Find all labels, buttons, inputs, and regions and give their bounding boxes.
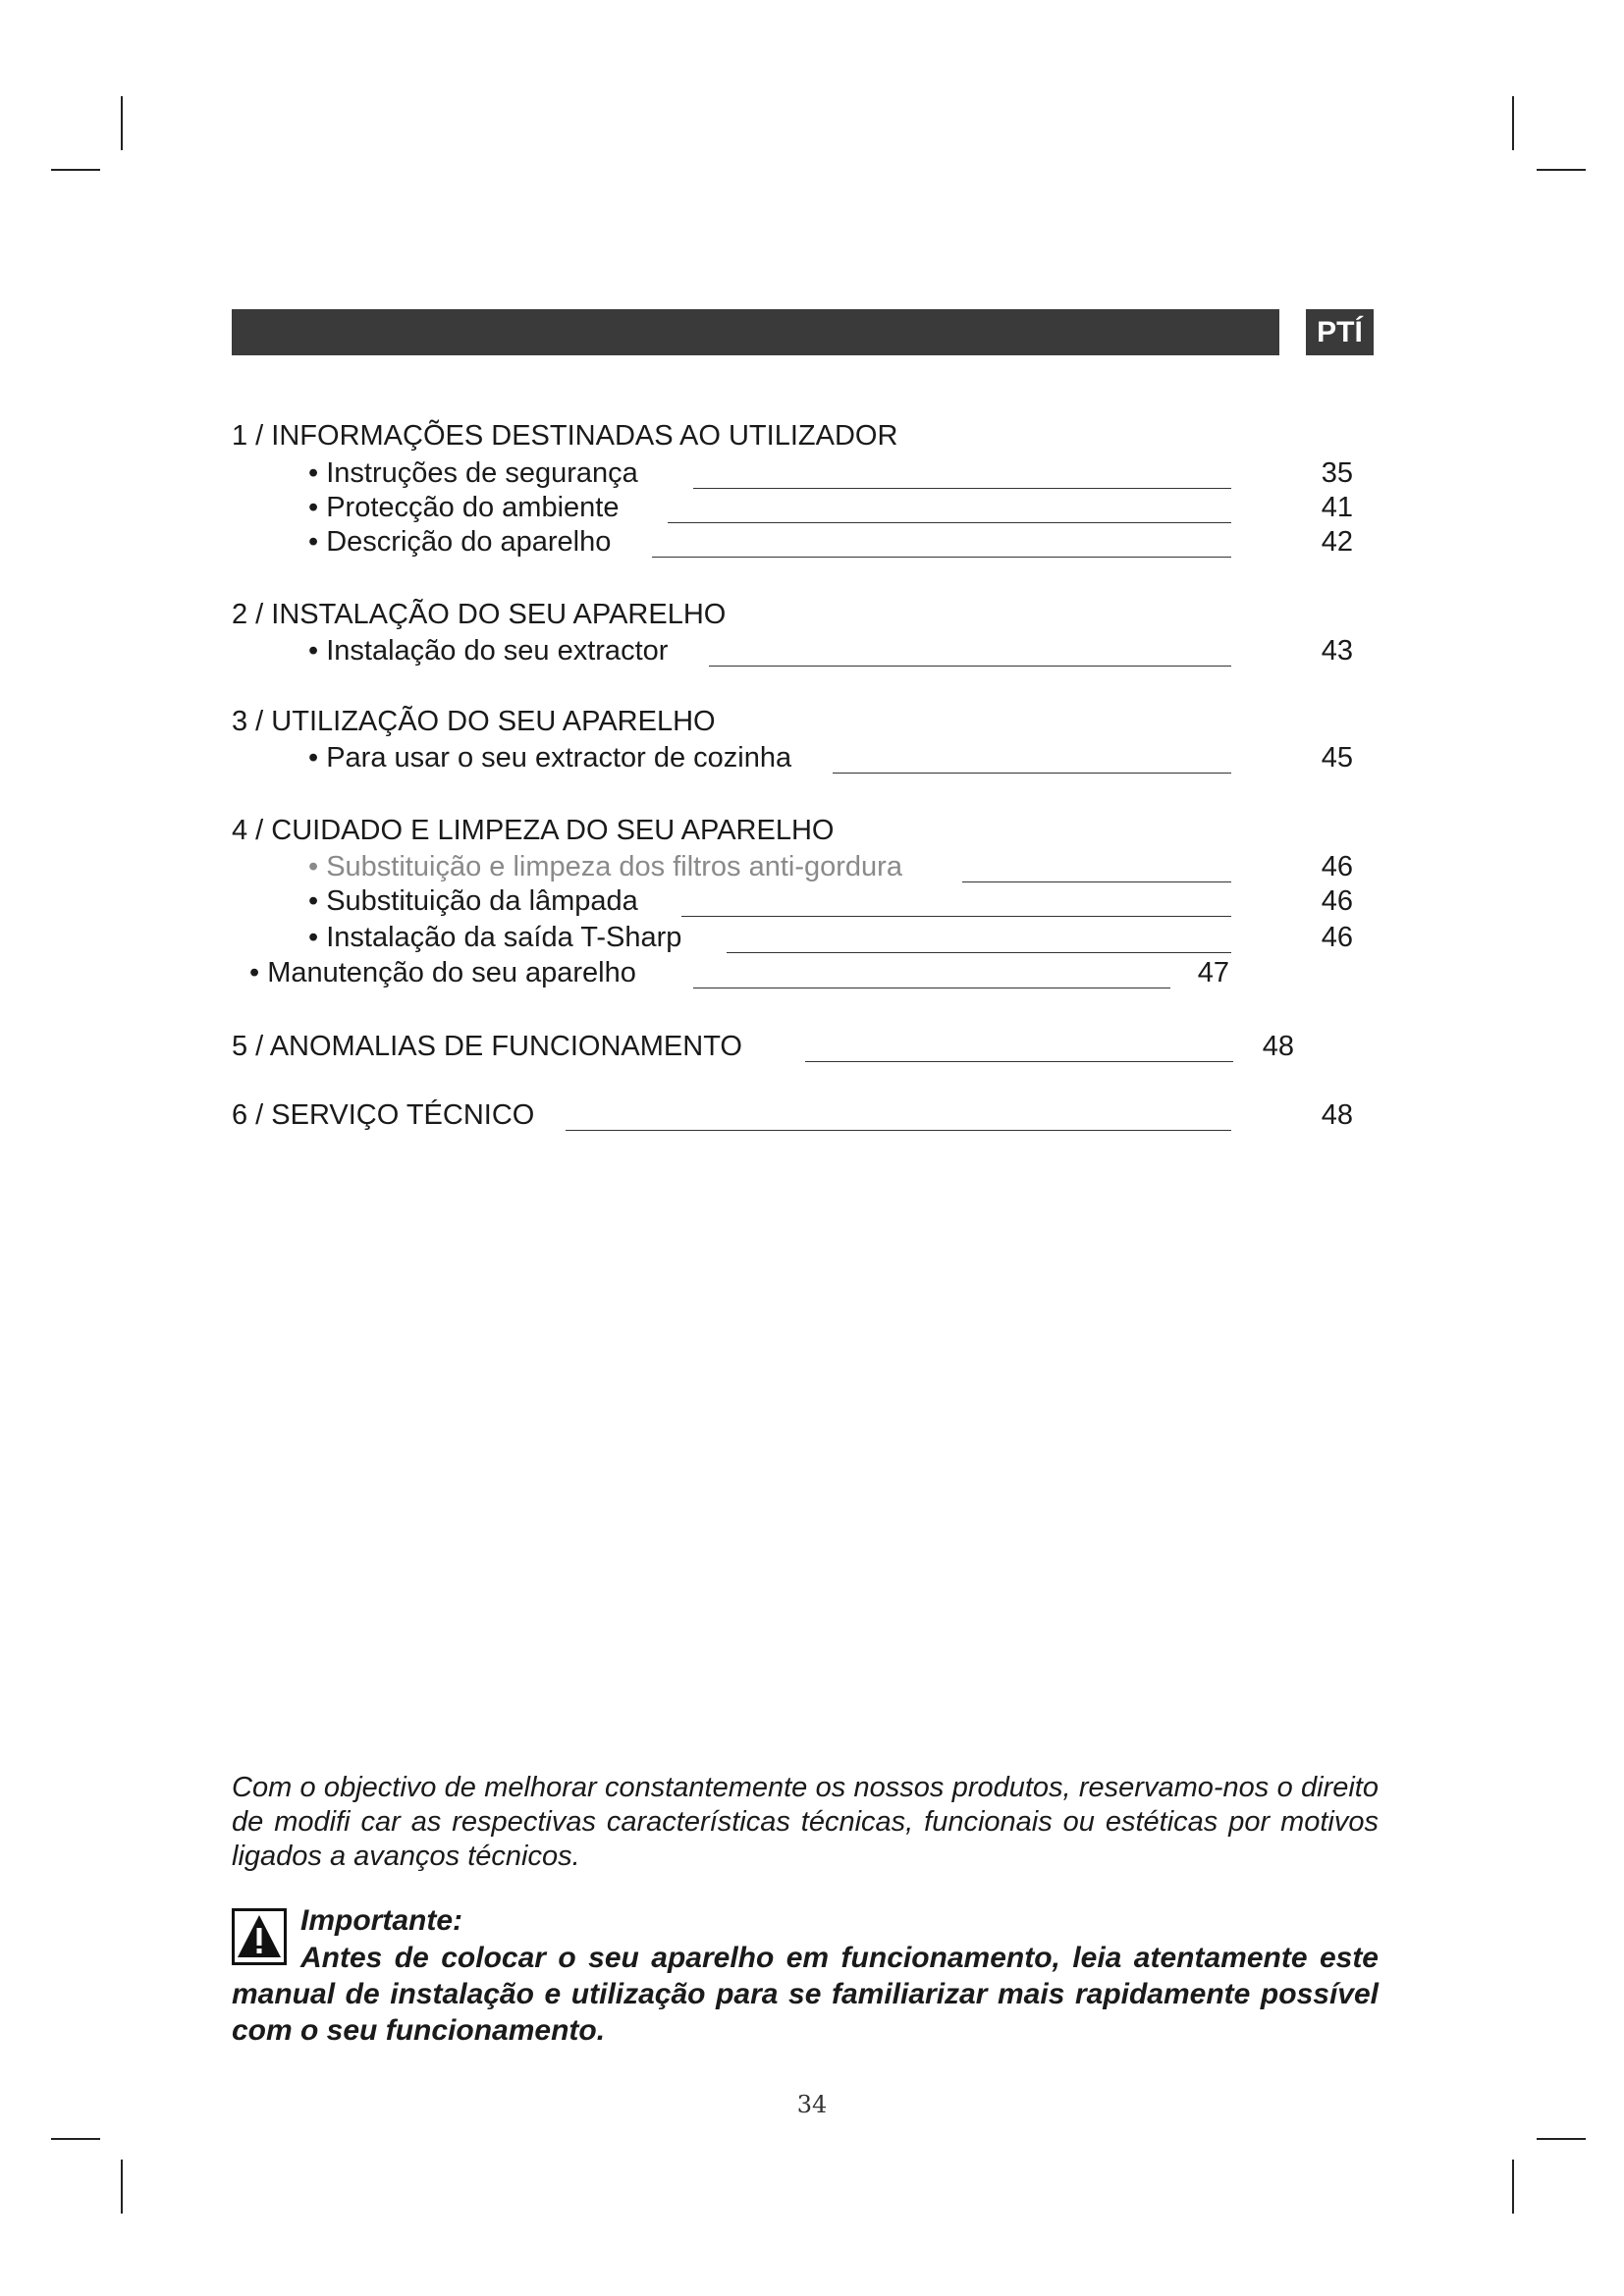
- toc-page-number: 46: [1321, 851, 1353, 882]
- toc-page-number: 48: [1262, 1031, 1294, 1062]
- crop-mark: [51, 169, 100, 171]
- crop-mark: [1512, 2160, 1514, 2214]
- toc-leader: [962, 881, 1231, 882]
- toc-leader: [693, 488, 1231, 489]
- toc-item-label: • Instalação da saída T-Sharp: [308, 922, 682, 953]
- toc-leader: [805, 1061, 1233, 1062]
- toc-page-number: 43: [1321, 635, 1353, 667]
- toc-item-label: • Protecção do ambiente: [308, 492, 620, 523]
- toc-page-number: 42: [1321, 526, 1353, 558]
- header-bar: [232, 309, 1279, 355]
- toc-section-title: 3 / UTILIZAÇÃO DO SEU APARELHO: [232, 706, 716, 737]
- toc-item-label: • Substituição da lâmpada: [308, 885, 638, 917]
- toc-section-title: 1 / INFORMAÇÕES DESTINADAS AO UTILIZADOR: [232, 420, 898, 452]
- toc-section-title: 4 / CUIDADO E LIMPEZA DO SEU APARELHO: [232, 815, 835, 846]
- toc-leader: [709, 666, 1231, 667]
- toc-page-number: 47: [1197, 957, 1229, 988]
- toc-item-label: • Instalação do seu extractor: [308, 635, 669, 667]
- toc-page-number: 45: [1321, 742, 1353, 774]
- toc-leader: [833, 773, 1231, 774]
- toc-leader: [727, 952, 1231, 953]
- toc-leader: [652, 557, 1231, 558]
- crop-mark: [1512, 96, 1514, 150]
- crop-mark: [51, 2138, 100, 2140]
- crop-mark: [1537, 2138, 1586, 2140]
- toc-leader: [566, 1130, 1231, 1131]
- toc-item-label: • Para usar o seu extractor de cozinha: [308, 742, 792, 774]
- language-tab: PTÍ: [1306, 309, 1374, 355]
- toc-section-title: 2 / INSTALAÇÃO DO SEU APARELHO: [232, 599, 727, 630]
- toc-leader: [668, 522, 1231, 523]
- page-number: 34: [796, 2091, 828, 2118]
- toc-item-label: • Descrição do aparelho: [308, 526, 612, 558]
- crop-mark: [121, 96, 123, 150]
- toc-item-label: • Instruções de segurança: [308, 457, 638, 489]
- toc-leader: [681, 916, 1231, 917]
- crop-mark: [121, 2160, 123, 2214]
- toc-page-number: 41: [1321, 492, 1353, 523]
- improvement-note: Com o objectivo de melhorar constantemente os nossos produtos, reservamo-nos o direito de modifi car as respectivas características técnicas, funcionais ou estéticas por motivos ligados a avanços técnicos.: [232, 1772, 1379, 1872]
- important-title: Importante:: [300, 1904, 462, 1937]
- toc-page-number: 46: [1321, 885, 1353, 917]
- toc-section-title: 6 / SERVIÇO TÉCNICO: [232, 1099, 535, 1131]
- important-body: Antes de colocar o seu aparelho em funcionamento, leia atentamente este manual de instalação e utilização para se familiarizar mais rapidamente possível com o seu funcionamento.: [232, 1942, 1379, 2047]
- toc-page-number: 48: [1321, 1099, 1353, 1131]
- toc-page-number: 35: [1321, 457, 1353, 489]
- toc-page-number: 46: [1321, 922, 1353, 953]
- crop-mark: [1537, 169, 1586, 171]
- toc-item-label: • Manutenção do seu aparelho: [249, 957, 636, 988]
- toc-section-title: 5 / ANOMALIAS DE FUNCIONAMENTO: [232, 1031, 742, 1062]
- toc-item-label: • Substituição e limpeza dos filtros anti-gordura: [308, 851, 902, 882]
